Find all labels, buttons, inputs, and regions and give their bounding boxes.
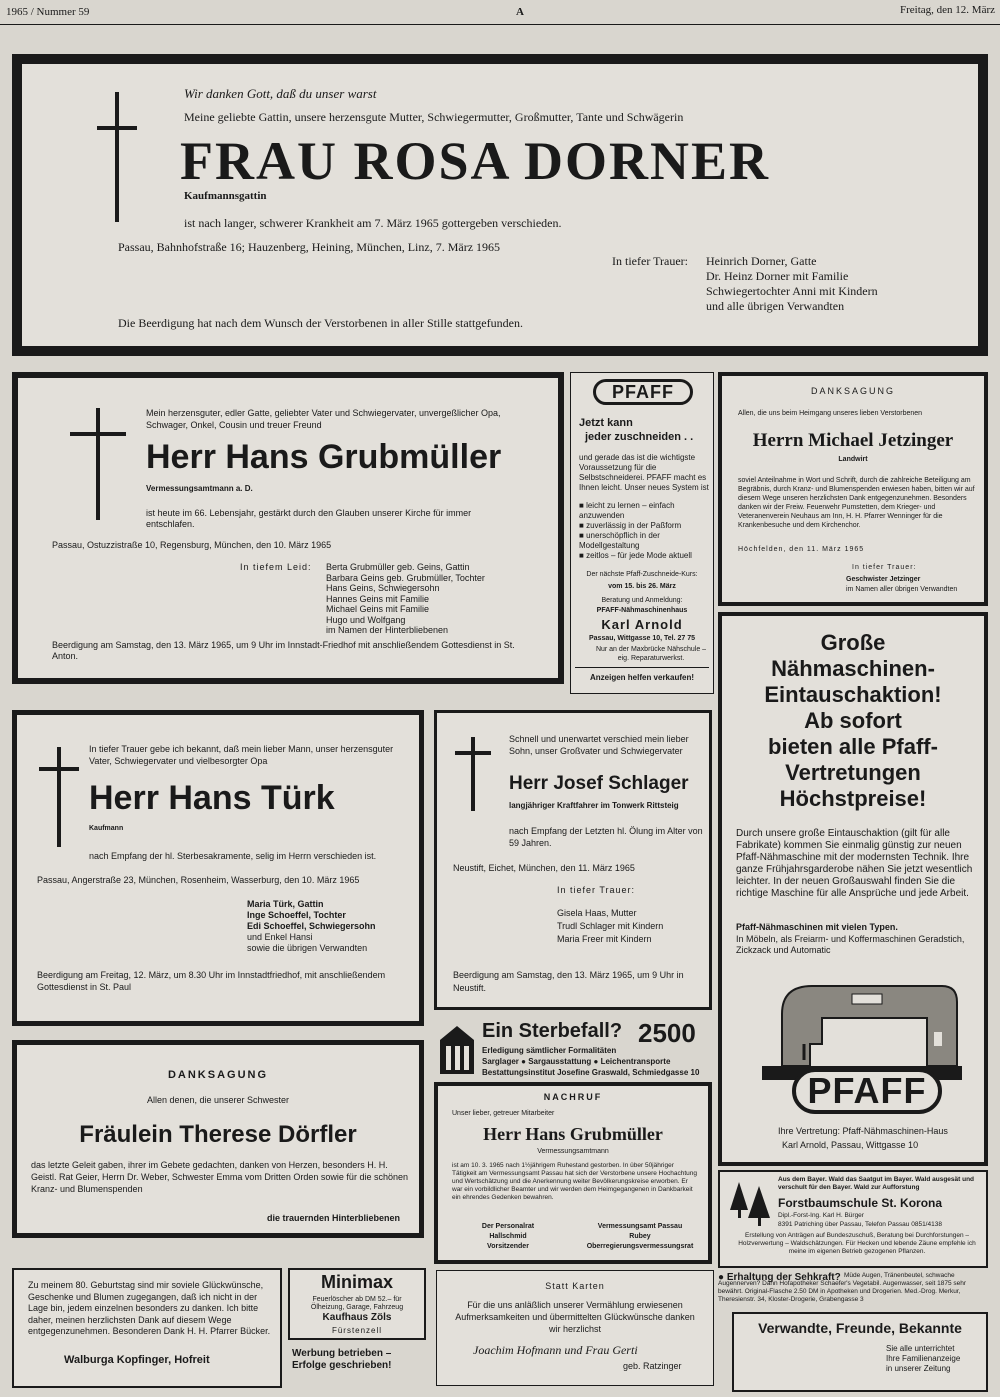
service-text: Erstellung von Anträgen auf Bundeszuschuß, Beratung bei Durchforstungen – Holzverwertung – Waldschätzungen. Für Hecken und lebende Zäune empfehle ich meine im eigenen Betrieb gezogenen Pflanzen. [738, 1232, 976, 1255]
shop-note: Nur an der Maxbrücke Nähschule – eig. Reparaturwerkst. [595, 646, 707, 662]
signature: Walburga Kopfinger, Hofreit [64, 1354, 210, 1366]
obituary-dorner [12, 54, 988, 356]
intro: Schnell und unerwartet verschied mein lieber Sohn, unser Großvater und Schwiegervater [509, 734, 689, 756]
brand-name: Minimax [320, 1272, 394, 1292]
thanks-text: das letzte Geleit gaben, ihrer im Gebete gedachten, danken von Herzen, besonders H. H. Geistl. Rat Geier, Herrn Dr. Weber, Schwester Emma vom Dritten Orden sowie für die schönen Kranz- und Blumenspenden [31, 1160, 408, 1194]
feature-list [579, 501, 711, 561]
page-number: 1965 / Nummer 59 [6, 6, 90, 18]
headline: Verwandte, Freunde, Bekannte [758, 1320, 962, 1336]
course-label: Der nächste Pfaff-Zuschneide-Kurs: [586, 571, 698, 578]
headline-1: Jetzt kann [579, 417, 633, 429]
mourning-label: In tiefer Trauer: [557, 885, 636, 895]
mourner: Berta Grubmüller geb. Geins, Gattin [326, 562, 470, 572]
thanks-text: soviel Anteilnahme in Wort und Schrift, durch die zahlreiche Beteiligung am Begräbnis, durch Kranz- und Blumenspenden erwiesen haben, bitten wir auf diesem Wege unseren herzlichsten Dank entgegenzunehmen. Besonders danken wir der Freiw. Feuerwehr Pumstetten, dem Krieger- und Veteranenverein Neuhaus am Inn, H. H. Pfarrer Wenninger für die Krankenbesuche und dem Kirchenchor. [738, 477, 975, 529]
line-2: Sarglager ● Sargausstattung ● Leichentransporte [482, 1057, 671, 1066]
occupation: Kaufmann [89, 825, 124, 832]
maiden-name: geb. Ratzinger [623, 1361, 682, 1371]
cross-icon [455, 737, 491, 811]
place-date: Neustift, Eichet, München, den 11. März 1965 [453, 863, 635, 873]
note-heading: NACHRUF [543, 1092, 603, 1102]
burial-note: Beerdigung am Samstag, den 13. März 1965, um 9 Uhr im Innstadt-Friedhof mit anschließendem Gottesdienst in St. Anton. [52, 640, 515, 661]
mourners [557, 907, 663, 946]
mourning-label: In tiefer Trauer: [612, 254, 688, 268]
mourner: sowie die übrigen Verwandten [247, 943, 368, 953]
shop-name: PFAFF-Nähmaschinenhaus [596, 607, 688, 614]
course-dates: vom 15. bis 26. März [608, 583, 676, 590]
mourners [706, 254, 878, 314]
mourner: Hannes Geins mit Familie [326, 593, 430, 604]
phone-number: 2500 [638, 1018, 696, 1048]
place-date: Passau, Bahnhofstraße 16; Hauzenberg, Heining, München, Linz, 7. März 1965 [118, 240, 501, 254]
nursery-name: Forstbaumschule St. Korona [778, 1196, 943, 1210]
town: Fürstenzell [331, 1326, 383, 1335]
thanks-jetzinger [718, 372, 988, 606]
occupation: Vermessungsamtmann [537, 1148, 609, 1155]
mourner: Barbara Geins geb. Grubmüller, Tochter [326, 572, 485, 583]
ad-minimax [288, 1268, 426, 1392]
mourner: und Enkel Hansi [247, 932, 313, 942]
cross-icon [70, 408, 126, 520]
headline: Ein Sterbefall? [482, 1020, 623, 1042]
thanks-heading: DANKSAGUNG [167, 1069, 269, 1081]
ad-eye-water [718, 1272, 990, 1312]
list-item: ■ unerschöpflich in der Modellgestaltung [579, 531, 660, 550]
mourner: Dr. Heinz Dorner mit Familie [706, 269, 849, 283]
header-rule [0, 24, 1000, 25]
list-item: ■ leicht zu lernen – einfach anzuwenden [579, 501, 675, 520]
owner: Dipl.-Forst-Ing. Karl H. Bürger [778, 1212, 864, 1219]
shop-name: Kaufhaus Zöls [322, 1312, 392, 1323]
mourner: im Namen der Hinterbliebenen [326, 625, 449, 635]
thanks-kopfinger [12, 1268, 282, 1388]
signature-left: Der Personalrat Hallschmid Vorsitzender [481, 1223, 535, 1250]
slogan: Anzeigen helfen verkaufen! [589, 673, 695, 682]
ad-funeral-service [434, 1020, 712, 1078]
mourning-label: In tiefem Leid: [240, 562, 312, 572]
occupation: langjähriger Kraftfahrer im Tonwerk Rittsteig [509, 801, 679, 810]
cross-icon [97, 92, 137, 222]
mourner: Hans Geins, Schwiegersohn [326, 583, 440, 593]
mourning-label: In tiefer Trauer: [852, 564, 917, 571]
mourner: Geschwister Jetzinger [846, 576, 921, 583]
building-icon [438, 1024, 476, 1074]
thanks-text: Für die uns anläßlich unserer Vermählung erwiesenen Aufmerksamkeiten und übermittelten Glückwünsche danken wir herzlichst [455, 1300, 695, 1334]
deceased-name: FRAU ROSA DORNER [180, 131, 771, 191]
page-date: Freitag, den 12. März [900, 4, 995, 16]
thanks-heading: DANKSAGUNG [810, 386, 895, 396]
thanks-wedding [436, 1270, 714, 1386]
mourners [247, 899, 376, 954]
intro: Allen, die uns beim Heimgang unseres lieben Verstorbenen [738, 410, 923, 417]
heading: Statt Karten [545, 1281, 605, 1291]
intro: Unser lieber, getreuer Mitarbeiter [452, 1110, 555, 1117]
mourner: Edi Schoeffel, Schwiegersohn [247, 921, 376, 931]
address: 8391 Patriching über Passau, Telefon Passau 0851/4138 [778, 1221, 942, 1228]
advice-label: Beratung und Anmeldung: [601, 597, 683, 604]
intro: In tiefer Trauer gebe ich bekannt, daß mein lieber Mann, unser herzensguter Vater, Schwiegervater und vielbesorgter Opa [89, 744, 394, 766]
deceased-name: Herr Josef Schlager [509, 773, 689, 794]
mourner: Hugo und Wolfgang [326, 614, 406, 625]
signature-right: Vermessungsamt Passau Rubey Oberregierungsvermessungsrat [586, 1223, 694, 1250]
deceased-name: Herr Hans Türk [89, 779, 335, 817]
mourner: und alle übrigen Verwandten [706, 299, 845, 313]
ad-family-notices [732, 1312, 988, 1392]
features-heading: Pfaff-Nähmaschinen mit vielen Typen. [736, 922, 898, 932]
line-1: Erledigung sämtlicher Formalitäten [482, 1046, 617, 1055]
mourner: Maria Freer mit Kindern [557, 934, 652, 944]
owner-name: Karl Arnold [601, 617, 683, 632]
representative: Karl Arnold, Passau, Wittgasse 10 [782, 1140, 919, 1150]
representative-label: Ihre Vertretung: Pfaff-Nähmaschinen-Haus [778, 1126, 948, 1136]
slogan: Werbung betrieben – Erfolge geschrieben! [292, 1348, 392, 1371]
headline: Große Nähmaschinen- Eintauschaktion! Ab sofort bieten alle Pfaff- Vertretungen Höchstpreise! [764, 630, 942, 811]
features-text: In Möbeln, als Freiarm- und Koffermaschinen Geradstich, Zickzack und Automatic [736, 934, 965, 955]
obituary-schlager [434, 710, 712, 1010]
occupation: Kaufmannsgattin [184, 190, 267, 202]
mourner: im Namen aller übrigen Verwandten [846, 586, 958, 593]
occupation: Vermessungsamtmann a. D. [146, 484, 253, 493]
obituary-note-grubmueller [434, 1082, 712, 1264]
death-notice: ist heute im 66. Lebensjahr, gestärkt durch den Glauben unserer Kirche für immer entschlafen. [146, 508, 472, 529]
mourner: Schwiegertochter Anni mit Kindern [706, 284, 878, 298]
pfaff-logo: PFAFF [593, 379, 693, 405]
burial-note: Beerdigung am Samstag, den 13. März 1965, um 9 Uhr in Neustift. [453, 970, 684, 993]
burial-note: Die Beerdigung hat nach dem Wunsch der Verstorbenen in aller Stille stattgefunden. [118, 316, 523, 330]
deceased-name: Herrn Michael Jetzinger [752, 430, 954, 451]
list-item: ■ zeitlos – für jede Mode aktuell [579, 551, 692, 560]
mourner: Inge Schoeffel, Tochter [247, 910, 346, 920]
mourner: Michael Geins mit Familie [326, 604, 430, 614]
ad-text: Müde Augen, Tränenbeutel, schwache Augennerven? Dann Hofapotheker Schaefer's Vegetabil. Augenwasser, seit 1875 sehr bewährt. Original-Flasche 2.50 DM in Apotheken und Drogerien. Med.-Drog. Merkur, Theresienstr. 34, Kloster-Drogerie, Grabengasse 3 [718, 1272, 967, 1303]
death-notice: nach Empfang der hl. Sterbesakramente, selig im Herrn verschieden ist. [89, 851, 377, 861]
body-text: Durch unsere große Eintauschaktion (gilt für alle Fabrikate) kommen Sie einmalig günstig zur neuen Pfaff-Nähmaschine mit der modernsten Technik. Ihre ganze Frühjahrsgarderobe nähen Sie jetzt wesentlich leichter. In der neuen Großauswahl finden Sie die richtige Maschine für alle Ansprüche und jede Arbeit. [736, 828, 973, 899]
product-text: Feuerlöscher ab DM 52.– für Ölheizung, Garage, Fahrzeug [310, 1296, 404, 1311]
mourners [326, 562, 485, 636]
ad-pfaff-tradein [718, 612, 988, 1166]
mourner: Trudl Schlager mit Kindern [557, 921, 664, 931]
intro-line-2: Schwager, Onkel, Cousin und treuer Freund [146, 420, 322, 430]
cross-icon [39, 747, 79, 847]
note-text: ist am 10. 3. 1965 nach 1½jährigem Ruhestand gestorben. In über 50jähriger Tätigkeit am Vermessungsamt Passau hat sich der Verstorbene unsere Hochachtung und Wertschätzung und die Anerkennung weiter Bevölkerungskreise erworben. Er war ein vorbildlicher Beamter und wir werden dem Heimgegangenen in Dankbarkeit ein ehrendes Gedenken bewahren. [452, 1162, 697, 1201]
line-3: Bestattungsinstitut Josefine Graswald, Schmiedgasse 10 [482, 1068, 700, 1077]
mourner: Gisela Haas, Mutter [557, 908, 637, 918]
intro-line-1: Mein herzensguter, edler Gatte, geliebter Vater und Schwiegervater, unvergeßlicher Opa, [146, 408, 501, 418]
place-date: Passau, Angerstraße 23, München, Rosenheim, Wasserburg, den 10. März 1965 [37, 875, 360, 885]
edition-letter: A [516, 6, 524, 18]
slogan: Aus dem Bayer. Wald das Saatgut im Bayer. Wald ausgesät und verschult für den Bayer. Wald zur Aufforstung [778, 1176, 975, 1191]
ad-text: Sie alle unterrichtet Ihre Familienanzeige in unserer Zeitung [886, 1344, 961, 1373]
divider [575, 667, 709, 668]
deceased-name: Herr Hans Grubmüller [483, 1124, 663, 1144]
shop-address: Passau, Wittgasse 10, Tel. 27 75 [588, 635, 696, 642]
headline-2: jeder zuschneiden . . [585, 431, 694, 443]
place-date: Passau, Ostuzzistraße 10, Regensburg, München, den 10. März 1965 [52, 540, 332, 550]
intro: und gerade das ist die wichtigste Voraussetzung für die Selbstschneiderei. PFAFF macht es Ihnen leicht. Unser neues System ist [579, 453, 709, 492]
occupation: Landwirt [838, 456, 868, 463]
ad-pfaff-course [570, 372, 714, 694]
fir-tree-icon [728, 1180, 772, 1230]
intro: Allen denen, die unserer Schwester [146, 1095, 290, 1105]
thanks-doerfler [12, 1040, 424, 1238]
motto: Wir danken Gott, daß du unser warst [184, 86, 377, 101]
signature: die trauernden Hinterbliebenen [267, 1213, 401, 1223]
headline: ● Erhaltung der Sehkraft? [718, 1272, 841, 1283]
obituary-grubmueller [12, 372, 564, 684]
mourner: Maria Türk, Gattin [247, 899, 324, 909]
death-notice: nach Empfang der Letzten hl. Ölung im Alter von 59 Jahren. [509, 826, 703, 848]
death-notice: ist nach langer, schwerer Krankheit am 7. März 1965 gottergeben verschieden. [184, 216, 562, 230]
ad-tree-nursery [718, 1170, 988, 1268]
burial-note: Beerdigung am Freitag, 12. März, um 8.30 Uhr im Innstadtfriedhof, mit anschließendem Gottesdienst in St. Paul [37, 970, 386, 992]
minimax-box [288, 1268, 426, 1340]
thanks-text: Zu meinem 80. Geburtstag sind mir soviele Glückwünsche, Geschenke und Blumen zugegangen, daß ich nicht in der Lage bin, jedem einzelnen besonders zu danken. Ich bitte daher, meinen herzlichsten Dank auf diesem Wege entgegenzunehmen. Besonderen Dank H. H. Pfarrer Bücker. [28, 1280, 271, 1336]
pfaff-logo: PFAFF [792, 1068, 942, 1114]
obituary-tuerk [12, 710, 424, 1026]
deceased-name: Herr Hans Grubmüller [146, 438, 502, 476]
place-date: Höchfelden, den 11. März 1965 [738, 546, 865, 553]
deceased-name: Fräulein Therese Dörfler [79, 1121, 357, 1148]
mourner: Heinrich Dorner, Gatte [706, 254, 817, 268]
couple-names: Joachim Hofmann und Frau Gerti [473, 1343, 638, 1357]
intro: Meine geliebte Gattin, unsere herzensgute Mutter, Schwiegermutter, Großmutter, Tante und Schwägerin [184, 110, 684, 124]
list-item: ■ zuverlässig in der Paßform [579, 521, 682, 530]
